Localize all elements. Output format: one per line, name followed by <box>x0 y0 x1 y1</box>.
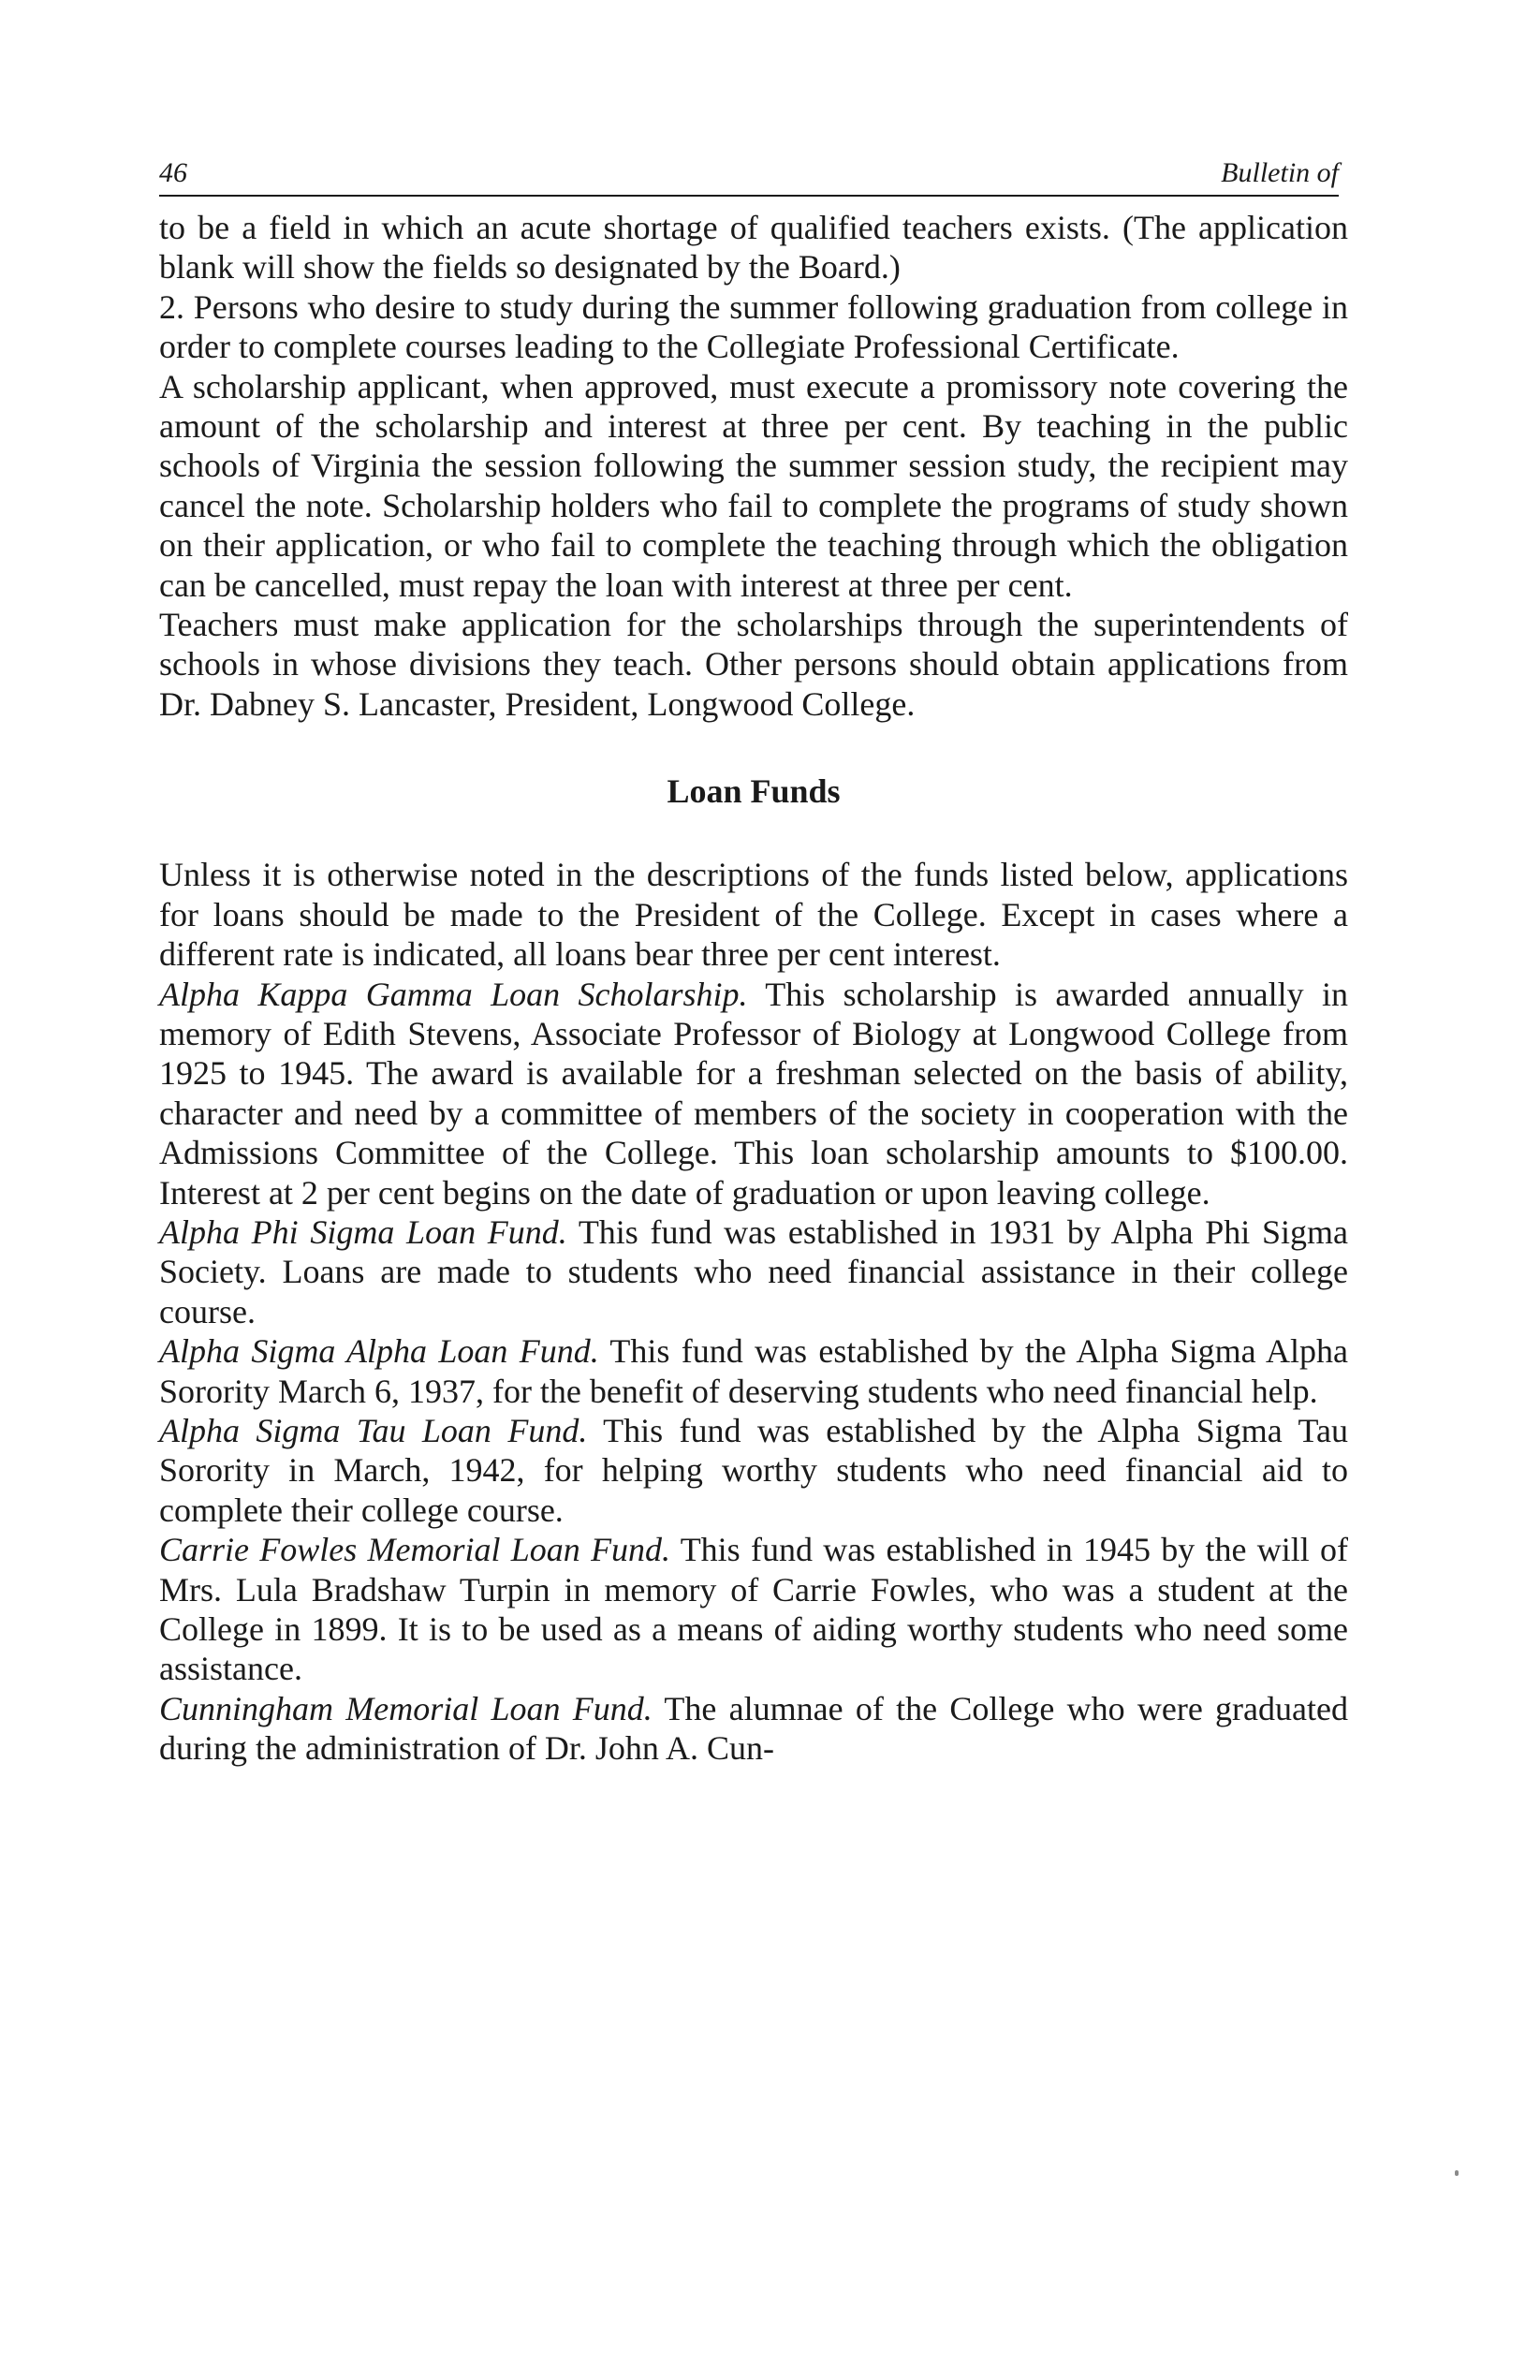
scan-speck <box>1455 2170 1459 2176</box>
fund-entry <box>159 1689 1348 1769</box>
fund-description: This fund was established by the Alpha Sigma Tau Sorority in March, 1942, for helping worthy students who need financial aid to complete their college course. <box>159 1411 1348 1529</box>
fund-entry <box>159 1411 1348 1530</box>
fund-name: Alpha Sigma Tau Loan Fund. <box>159 1411 588 1449</box>
fund-name: Alpha Sigma Alpha Loan Fund. <box>159 1332 599 1371</box>
paragraph-item-2: 2. Persons who desire to study during the summer following graduation from college in order to complete courses leading to the Collegiate Professional Certificate. <box>159 287 1348 366</box>
running-head: Bulletin of <box>1221 157 1339 188</box>
fund-name: Alpha Kappa Gamma Loan Scholarship. <box>159 975 748 1013</box>
fund-name: Carrie Fowles Memorial Loan Fund. <box>159 1531 671 1569</box>
fund-entry <box>159 1212 1348 1331</box>
fund-description: This fund was established in 1945 by the will of Mrs. Lula Bradshaw Turpin in memory of Carrie Fowles, who was a student at the College in 1899. It is to be used as a means of aiding worthy students who need some assistance. <box>159 1531 1348 1688</box>
paragraph-continuation: to be a field in which an acute shortage of qualified teachers exists. (The application blank will show the fields so designated by the Board.) <box>159 209 1348 286</box>
fund-name: Alpha Phi Sigma Loan Fund. <box>159 1212 567 1251</box>
fund-description: This fund was established by the Alpha Sigma Alpha Sorority March 6, 1937, for the benefit of deserving students who need financial help. <box>159 1332 1348 1410</box>
section-title-loan-funds: Loan Funds <box>667 772 841 811</box>
page-header <box>159 157 1339 195</box>
fund-description: The alumnae of the College who were graduated during the administration of Dr. John A. Cun- <box>159 1689 1348 1768</box>
fund-entry <box>159 975 1348 1212</box>
fund-entry <box>159 1331 1348 1411</box>
paragraph-application-instructions: Teachers must make application for the scholarships through the superintendents of schools in whose divisions they teach. Other persons should obtain applications from Dr. Dabney S. Lancaster, President, Longwood College. <box>159 606 1348 723</box>
page-number: 46 <box>159 157 187 188</box>
fund-name: Cunningham Memorial Loan Fund. <box>159 1689 653 1727</box>
paragraph-promissory-note: A scholarship applicant, when approved, must execute a promissory note covering the amount of the scholarship and interest at three per cent. By teaching in the public schools of Virginia the session following the summer session study, the recipient may cancel the note. Scholarship holders who fail to complete the programs of study shown on their application, or who fail to complete the teaching through which the obligation can be cancelled, must repay the loan with interest at three per cent. <box>159 367 1348 604</box>
fund-description: This scholarship is awarded annually in memory of Edith Stevens, Associate Professor of Biology at Longwood College from 1925 to 1945. The award is available for a freshman selected on the basis of ability, character and need by a committee of members of the society in cooperation with the Admissions Committee of the College. This loan scholarship amounts to $100.00. Interest at 2 per cent begins on the date of graduation or upon leaving college. <box>159 975 1348 1212</box>
paragraph-loan-intro: Unless it is otherwise noted in the descriptions of the funds listed below, applications for loans should be made to the President of the College. Except in cases where a different rate is indicated, all loans bear three per cent interest. <box>159 856 1348 974</box>
fund-description: This fund was established in 1931 by Alpha Phi Sigma Society. Loans are made to students who need financial assistance in their college course. <box>159 1212 1348 1330</box>
page-body <box>159 208 1348 1769</box>
fund-entry <box>159 1530 1348 1689</box>
header-rule <box>159 195 1339 197</box>
